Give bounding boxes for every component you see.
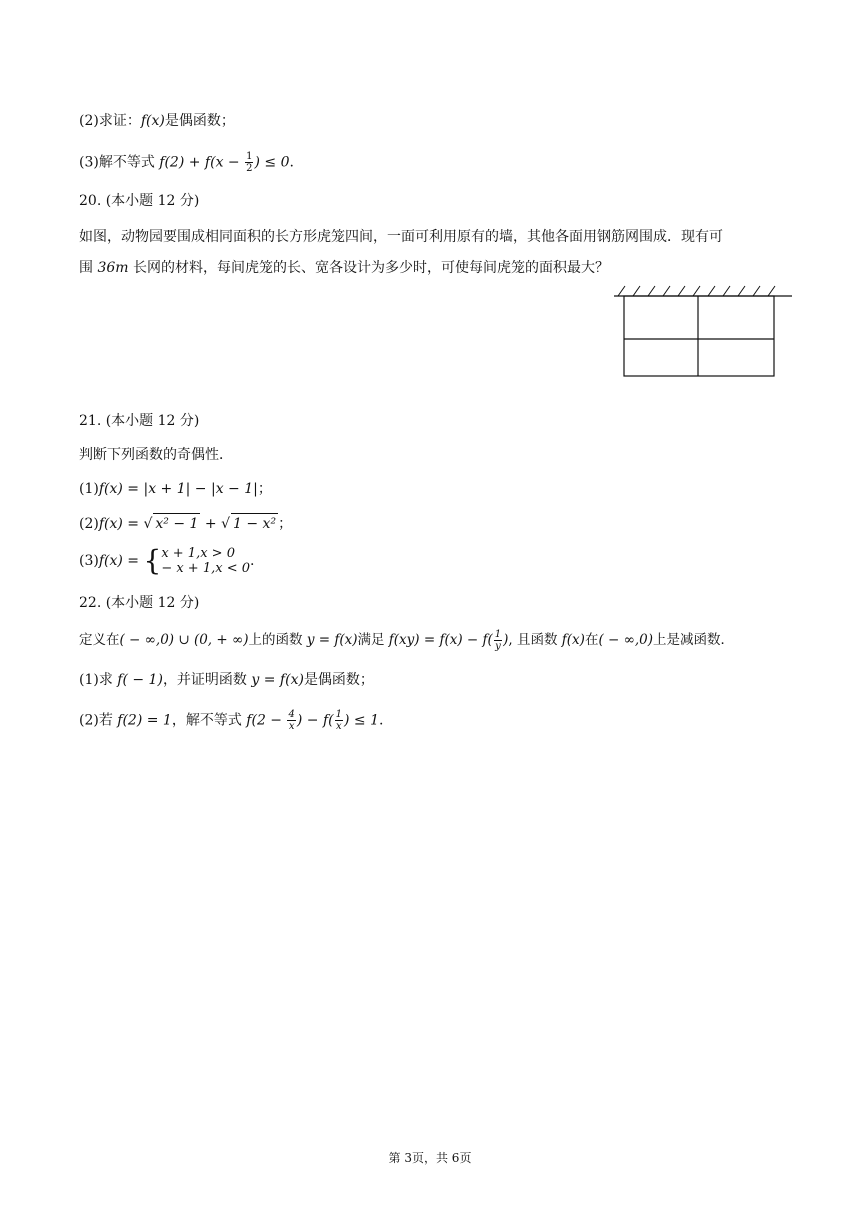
q19-part2-label: (2)求证： <box>79 113 141 129</box>
q21-part2-math-a: f(x) = <box>98 516 144 532</box>
q21-part2-suffix: ； <box>278 516 293 532</box>
q22-part2-math1: f(2) = 1 <box>117 712 172 729</box>
q20-line2-b: 长网的材料，每间虎笼的长、宽各设计为多少时，可使每间虎笼的面积最大？ <box>128 260 609 276</box>
q19-part3-fraction <box>245 151 253 174</box>
q22-part2-label: (2)若 <box>79 712 118 729</box>
q22-part1-math1: f( − 1) <box>117 672 163 688</box>
q22-part1 <box>79 670 374 690</box>
q22-part2-suffix: . <box>378 712 384 729</box>
q22-part2-b: ，解不等式 <box>171 712 247 729</box>
q21-part2-label: (2) <box>79 516 99 532</box>
q22-part2-math2c: ) ≤ 1 <box>343 712 379 729</box>
q19-part2-math: f(x) <box>140 113 165 129</box>
q19-part3-suffix: . <box>289 154 294 171</box>
q20-line2 <box>79 258 609 278</box>
q21-part3-label: (3) <box>79 553 99 569</box>
q21-part1-math: f(x) = |x + 1| − |x − 1| <box>98 481 258 497</box>
fraction-denominator: 2 <box>246 163 253 174</box>
fraction-denominator: x <box>288 721 295 732</box>
tiger-cage-diagram <box>612 284 794 380</box>
q22-part2 <box>79 709 383 732</box>
q21-part2 <box>79 513 292 534</box>
q22-header: 22. (本小题 12 分) <box>79 595 200 611</box>
fraction-numerator: 1 <box>246 151 253 162</box>
q22-def-fn: y = f(x) <box>306 632 358 648</box>
q22-def-d: , 且函数 <box>508 632 562 648</box>
q21-header: 21. (本小题 12 分) <box>79 413 200 429</box>
q22-def-c: 满足 <box>357 632 389 648</box>
page-footer: 第 3页，共 6页 <box>388 1151 472 1165</box>
case-1: x + 1,x > 0 <box>161 546 235 561</box>
q22-part2-fraction2 <box>335 709 343 732</box>
left-brace-icon: { <box>143 544 162 577</box>
q21-part2-sqrt2: 1 − x² <box>231 513 278 534</box>
q22-def-eq-a: f(xy) = f(x) − f( <box>388 632 493 648</box>
q22-part2-fraction1 <box>287 709 295 732</box>
q19-part3-math-a: f(2) + f(x − <box>159 154 245 171</box>
fraction-numerator: 4 <box>288 709 295 720</box>
q22-part1-c: 是偶函数； <box>303 672 374 688</box>
q21-part3-suffix: . <box>250 553 255 569</box>
fraction-denominator: y <box>495 641 501 652</box>
q22-def-f: 上是减函数． <box>653 632 734 648</box>
q22-def-e: 在 <box>584 632 599 648</box>
cage-outline <box>624 296 774 376</box>
q22-part1-b: ，并证明函数 <box>162 672 252 688</box>
q21-part1-label: (1) <box>79 481 99 497</box>
q19-part3-label: (3)解不等式 <box>79 154 160 171</box>
sqrt-symbol: √ <box>143 516 153 532</box>
q19-part2-suffix: 是偶函数； <box>164 113 235 129</box>
q22-def-fraction <box>494 629 502 652</box>
q22-part1-math2: y = f(x) <box>251 672 304 688</box>
q22-definition <box>79 629 734 652</box>
fraction-denominator: x <box>335 721 342 732</box>
q19-part3 <box>79 151 294 174</box>
q20-line1: 如图，动物园要围成相同面积的长方形虎笼四间，一面可利用原有的墙，其他各面用钢筋网围成．现有可 <box>79 229 723 245</box>
q22-def-eq-b: ) <box>503 632 509 648</box>
q20-line2-a: 围 <box>79 260 98 276</box>
q22-part1-label: (1)求 <box>79 672 118 688</box>
q22-def-a: 定义在 <box>79 632 120 648</box>
q21-part3 <box>79 546 254 576</box>
q20-header: 20. (本小题 12 分) <box>79 193 200 209</box>
q22-part2-math2b: ) − f( <box>296 712 334 729</box>
q20-line2-math: 36m <box>97 260 129 276</box>
q22-def-domain: ( − ∞,0) ∪ (0, + ∞) <box>119 632 249 648</box>
q21-intro: 判断下列函数的奇偶性． <box>79 447 233 463</box>
q22-def-interval: ( − ∞,0) <box>598 632 653 648</box>
q21-part2-sqrt1: x² − 1 <box>153 513 200 534</box>
q21-part3-math: f(x) = <box>98 553 144 569</box>
sqrt-symbol: √ <box>221 516 231 532</box>
q21-part1-suffix: ； <box>257 481 272 497</box>
q19-part2 <box>79 111 235 131</box>
q21-part2-plus: + <box>200 516 222 532</box>
q21-part1 <box>79 479 272 499</box>
q21-part3-cases <box>161 546 250 576</box>
q22-def-fn2: f(x) <box>561 632 585 648</box>
q22-part2-math2a: f(2 − <box>246 712 287 729</box>
case-2: − x + 1,x < 0 <box>161 561 250 576</box>
fraction-numerator: 1 <box>494 629 502 640</box>
fraction-numerator: 1 <box>335 709 342 720</box>
q22-def-b: 上的函数 <box>248 632 307 648</box>
wall-hatching <box>618 286 775 296</box>
q19-part3-math-b: ) ≤ 0 <box>254 154 290 171</box>
